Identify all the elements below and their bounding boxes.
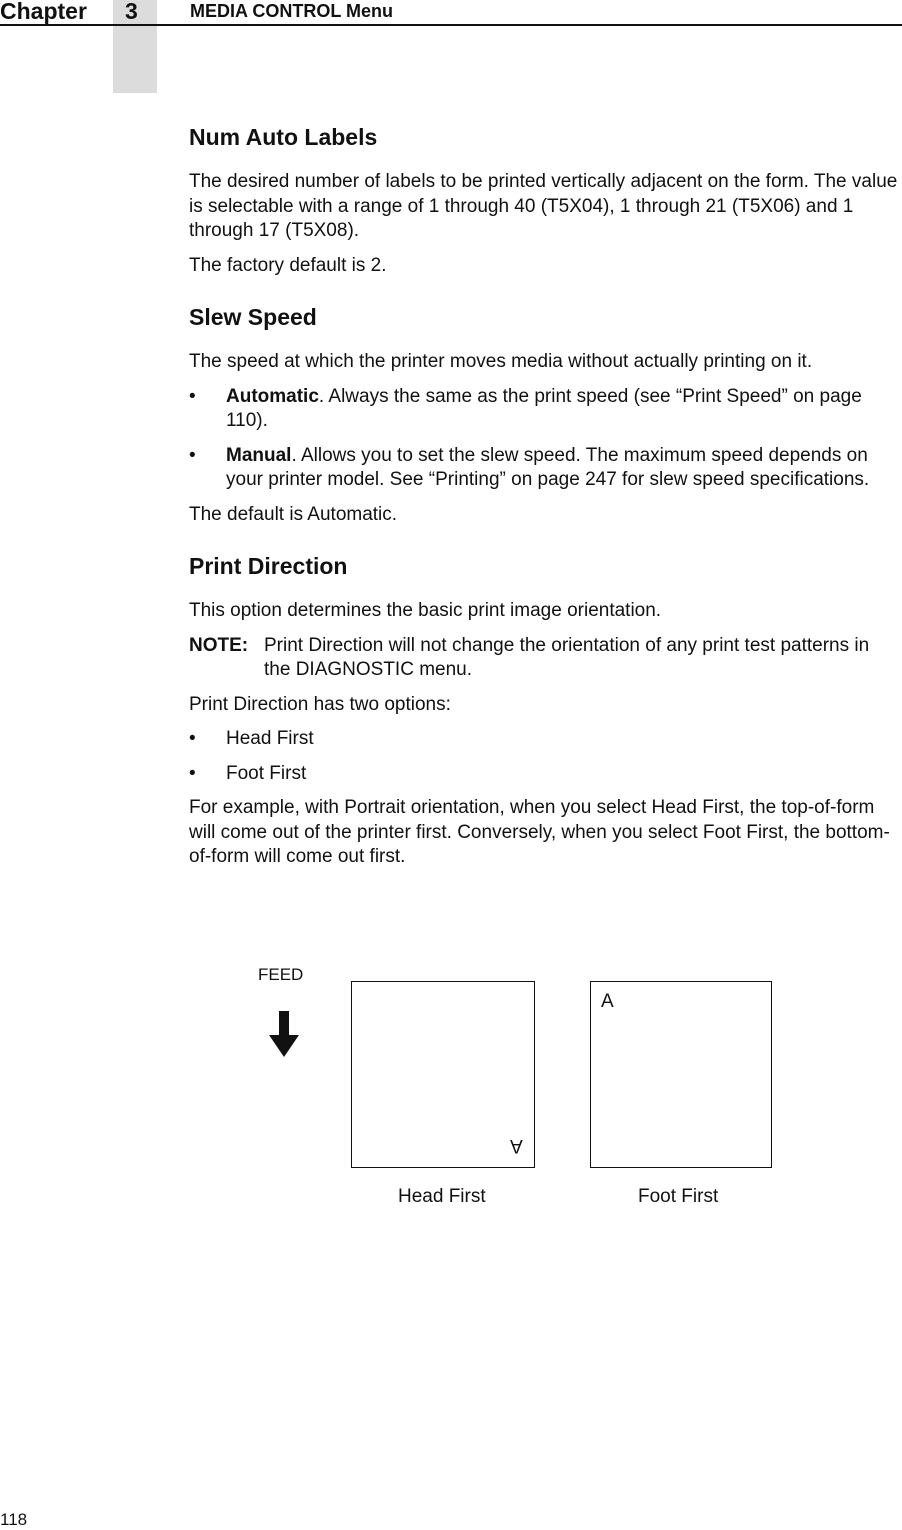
bullet-text: Head First bbox=[226, 728, 314, 749]
section-heading: Num Auto Labels bbox=[189, 124, 378, 150]
note bbox=[189, 634, 899, 683]
bullet-icon: • bbox=[189, 444, 196, 466]
section-heading: Print Direction bbox=[189, 553, 348, 579]
paragraph: The desired number of labels to be printed vertically adjacent on the form. The value is selectable with a range of 1 through 40 (T5X04), 1 through 21 (T5X06) and 1 through 17 (T5X08). bbox=[189, 171, 898, 241]
section-heading: Slew Speed bbox=[189, 304, 317, 330]
paragraph: The default is Automatic. bbox=[189, 503, 398, 525]
note-label: NOTE: bbox=[189, 634, 249, 656]
section-num-auto-labels bbox=[189, 122, 899, 278]
bullet-text: Foot First bbox=[226, 762, 307, 784]
paragraph: For example, with Portrait orientation, when you select Head First, the top-of-form will come out of the printer first. Conversely, when you select Foot First, the bottom-of-form will come out first. bbox=[189, 797, 890, 867]
page-number: 118 bbox=[0, 1510, 28, 1529]
head-first-diagram bbox=[351, 981, 535, 1168]
bullet-icon: • bbox=[189, 762, 196, 784]
foot-first-caption: Foot First bbox=[638, 1186, 719, 1207]
header-rule bbox=[0, 24, 902, 26]
note-text: Print Direction will not change the orientation of any print test patterns in the DIAGNOSTIC menu. bbox=[264, 634, 870, 680]
bullet-text: . Allows you to set the slew speed. The maximum speed depends on your printer model. See “Printing” on page 247 for slew speed specifications. bbox=[226, 444, 870, 490]
section-slew-speed bbox=[189, 302, 899, 527]
upright-letter-a: A bbox=[601, 991, 614, 1012]
bullet-icon: • bbox=[189, 728, 196, 749]
page-content bbox=[189, 122, 899, 880]
bullet-text: . Always the same as the print speed (see “Print Speed” on page 110). bbox=[226, 385, 862, 431]
list-item bbox=[189, 385, 899, 434]
foot-first-diagram bbox=[590, 981, 772, 1168]
paragraph: The speed at which the printer moves media without actually printing on it. bbox=[189, 351, 813, 372]
paragraph: The factory default is 2. bbox=[189, 254, 387, 276]
section-print-direction bbox=[189, 551, 899, 870]
bullet-term: Manual bbox=[226, 444, 292, 466]
inverted-letter-a: A bbox=[510, 1135, 523, 1156]
feed-label: FEED bbox=[258, 965, 304, 984]
bullet-icon: • bbox=[189, 385, 196, 407]
head-first-caption: Head First bbox=[398, 1186, 486, 1207]
list-item bbox=[189, 727, 899, 752]
paragraph: Print Direction has two options: bbox=[189, 693, 451, 715]
chapter-label: Chapter bbox=[0, 0, 87, 24]
paragraph: This option determines the basic print image orientation. bbox=[189, 600, 662, 621]
list-item bbox=[189, 762, 899, 787]
feed-arrow-icon bbox=[269, 1011, 299, 1059]
bullet-term: Automatic bbox=[226, 385, 319, 407]
header-title: MEDIA CONTROL Menu bbox=[190, 1, 393, 21]
chapter-number: 3 bbox=[125, 0, 138, 24]
list-item bbox=[189, 444, 899, 493]
